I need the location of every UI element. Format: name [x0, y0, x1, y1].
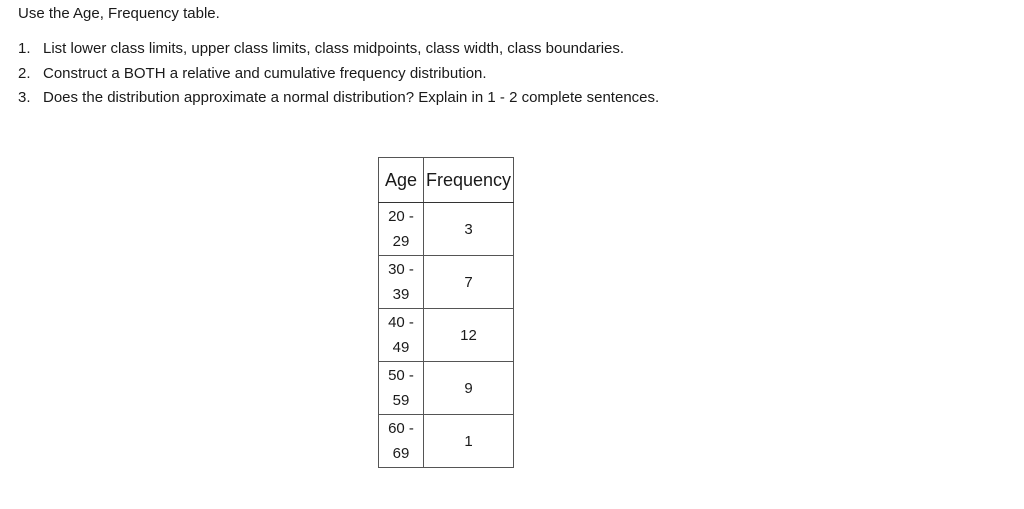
- frequency-column-header: Frequency: [424, 158, 514, 203]
- age-upper: 29: [392, 233, 410, 250]
- instructions-text: Use the Age, Frequency table.: [18, 5, 220, 22]
- age-cell: [379, 362, 424, 415]
- table-row: [379, 256, 514, 309]
- age-lower: 30 -: [388, 261, 414, 278]
- question-text: Does the distribution approximate a normal distribution? Explain in 1 - 2 complete sentences.: [43, 89, 660, 106]
- table-header-row: [379, 158, 514, 203]
- age-lower: 20 -: [388, 208, 414, 225]
- question-list: [18, 39, 659, 113]
- age-upper: 49: [392, 339, 410, 356]
- age-upper: 59: [392, 392, 410, 409]
- table-row: [379, 309, 514, 362]
- age-cell: [379, 309, 424, 362]
- table-row: [379, 362, 514, 415]
- question-number: 1.: [18, 40, 31, 57]
- frequency-cell: 1: [424, 415, 514, 468]
- table-row: [379, 203, 514, 256]
- age-cell: [379, 203, 424, 256]
- question-text: List lower class limits, upper class limits, class midpoints, class width, class boundaries.: [43, 40, 625, 57]
- question-number: 2.: [18, 64, 31, 82]
- age-cell: [379, 415, 424, 468]
- question-item: [18, 39, 659, 64]
- question-text: Construct a BOTH a relative and cumulative frequency distribution.: [43, 64, 487, 82]
- table-row: [379, 415, 514, 468]
- age-cell: [379, 256, 424, 309]
- question-number: 3.: [18, 89, 31, 106]
- age-column-header: Age: [379, 158, 424, 203]
- age-lower: 60 -: [388, 420, 414, 437]
- frequency-cell: 9: [424, 362, 514, 415]
- question-item: [18, 88, 659, 113]
- age-upper: 39: [392, 286, 410, 303]
- frequency-cell: 7: [424, 256, 514, 309]
- age-frequency-table: [378, 157, 514, 468]
- question-item: [18, 64, 659, 89]
- frequency-cell: 12: [424, 309, 514, 362]
- age-lower: 40 -: [388, 314, 414, 331]
- frequency-cell: 3: [424, 203, 514, 256]
- age-upper: 69: [392, 445, 410, 462]
- age-lower: 50 -: [388, 367, 414, 384]
